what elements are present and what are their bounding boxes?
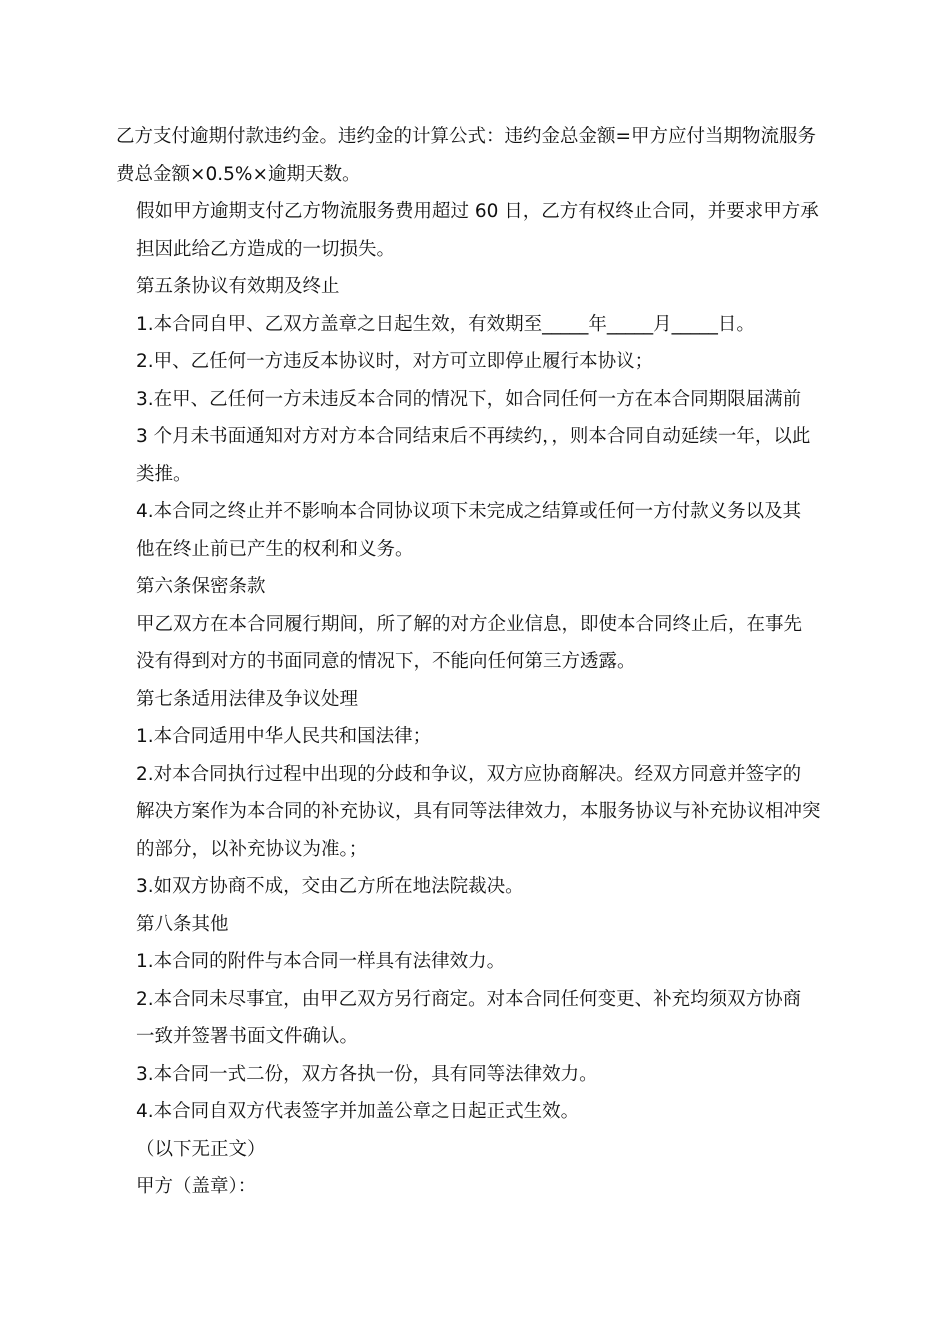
text-line: 一致并签署书面文件确认。 bbox=[136, 1026, 359, 1047]
paragraph bbox=[0, 943, 950, 981]
paragraph bbox=[0, 756, 950, 869]
text-line: 甲乙双方在本合同履行期间，所了解的对方企业信息，即使本合同终止后，在事先 bbox=[136, 613, 803, 635]
paragraph bbox=[0, 381, 950, 494]
text-line: 3 个月未书面通知对方对方本合同结束后不再续约，，则本合同自动延续一年，以此 bbox=[136, 426, 811, 447]
paragraph bbox=[0, 118, 950, 193]
text-line: 2.本合同未尽事宜，由甲乙双方另行商定。对本合同任何变更、补充均须双方协商 bbox=[136, 988, 802, 1010]
text-line: 1.本合同适用中华人民共和国法律； bbox=[136, 726, 432, 747]
paragraph bbox=[0, 493, 950, 568]
paragraph bbox=[0, 268, 950, 306]
text-line: 甲方（盖章）： bbox=[136, 1176, 257, 1197]
paragraph bbox=[0, 306, 950, 344]
paragraph bbox=[0, 868, 950, 906]
text-line: 2.对本合同执行过程中出现的分歧和争议，双方应协商解决。经双方同意并签字的 bbox=[136, 763, 802, 785]
text-line: 第八条其他 bbox=[136, 913, 229, 935]
paragraph bbox=[0, 681, 950, 719]
text-line: 3.如双方协商不成，交由乙方所在地法院裁决。 bbox=[136, 876, 524, 897]
text-line: 2.甲、乙任何一方违反本协议时，对方可立即停止履行本协议； bbox=[136, 351, 654, 372]
text-line: 第五条协议有效期及终止 bbox=[136, 276, 340, 297]
text-line: （以下无正文） bbox=[136, 1138, 266, 1160]
paragraph bbox=[0, 1056, 950, 1094]
text-line: 4.本合同自双方代表签字并加盖公章之日起正式生效。 bbox=[136, 1101, 580, 1122]
paragraph bbox=[0, 193, 950, 268]
text-line: 1.本合同的附件与本合同一样具有法律效力。 bbox=[136, 951, 506, 972]
paragraph bbox=[0, 1131, 950, 1169]
paragraph bbox=[0, 718, 950, 756]
text-line: 第七条适用法律及争议处理 bbox=[136, 688, 359, 710]
document-page bbox=[0, 118, 950, 1206]
text-line: 第六条保密条款 bbox=[136, 576, 266, 597]
paragraph bbox=[0, 606, 950, 681]
text-line: 类推。 bbox=[136, 463, 192, 485]
paragraph bbox=[0, 1093, 950, 1131]
text-line: 乙方支付逾期付款违约金。违约金的计算公式：违约金总金额=甲方应付当期物流服务 bbox=[116, 126, 817, 147]
text-line: 担因此给乙方造成的一切损失。 bbox=[136, 238, 396, 260]
paragraph bbox=[0, 981, 950, 1056]
text-line: 3.本合同一式二份，双方各执一份，具有同等法律效力。 bbox=[136, 1063, 598, 1085]
text-line: 的部分，以补充协议为准。； bbox=[136, 838, 368, 860]
text-line: 费总金额×0.5%×逾期天数。 bbox=[116, 163, 361, 185]
text-line: 没有得到对方的书面同意的情况下，不能向任何第三方透露。 bbox=[136, 651, 636, 672]
text-line: 他在终止前已产生的权利和义务。 bbox=[136, 538, 414, 560]
text-line: 解决方案作为本合同的补充协议，具有同等法律效力，本服务协议与补充协议相冲突 bbox=[136, 801, 821, 822]
paragraph bbox=[0, 1168, 950, 1206]
text-line: 3.在甲、乙任何一方未违反本合同的情况下，如合同任何一方在本合同期限届满前 bbox=[136, 388, 802, 410]
paragraph bbox=[0, 343, 950, 381]
paragraph bbox=[0, 906, 950, 944]
text-line: 假如甲方逾期支付乙方物流服务费用超过 60 日，乙方有权终止合同，并要求甲方承 bbox=[136, 201, 819, 222]
text-line: 4.本合同之终止并不影响本合同协议项下未完成之结算或任何一方付款义务以及其 bbox=[136, 501, 802, 522]
text-line: 1.本合同自甲、乙双方盖章之日起生效，有效期至_____年_____月_____日。 bbox=[136, 313, 755, 335]
paragraph bbox=[0, 568, 950, 606]
